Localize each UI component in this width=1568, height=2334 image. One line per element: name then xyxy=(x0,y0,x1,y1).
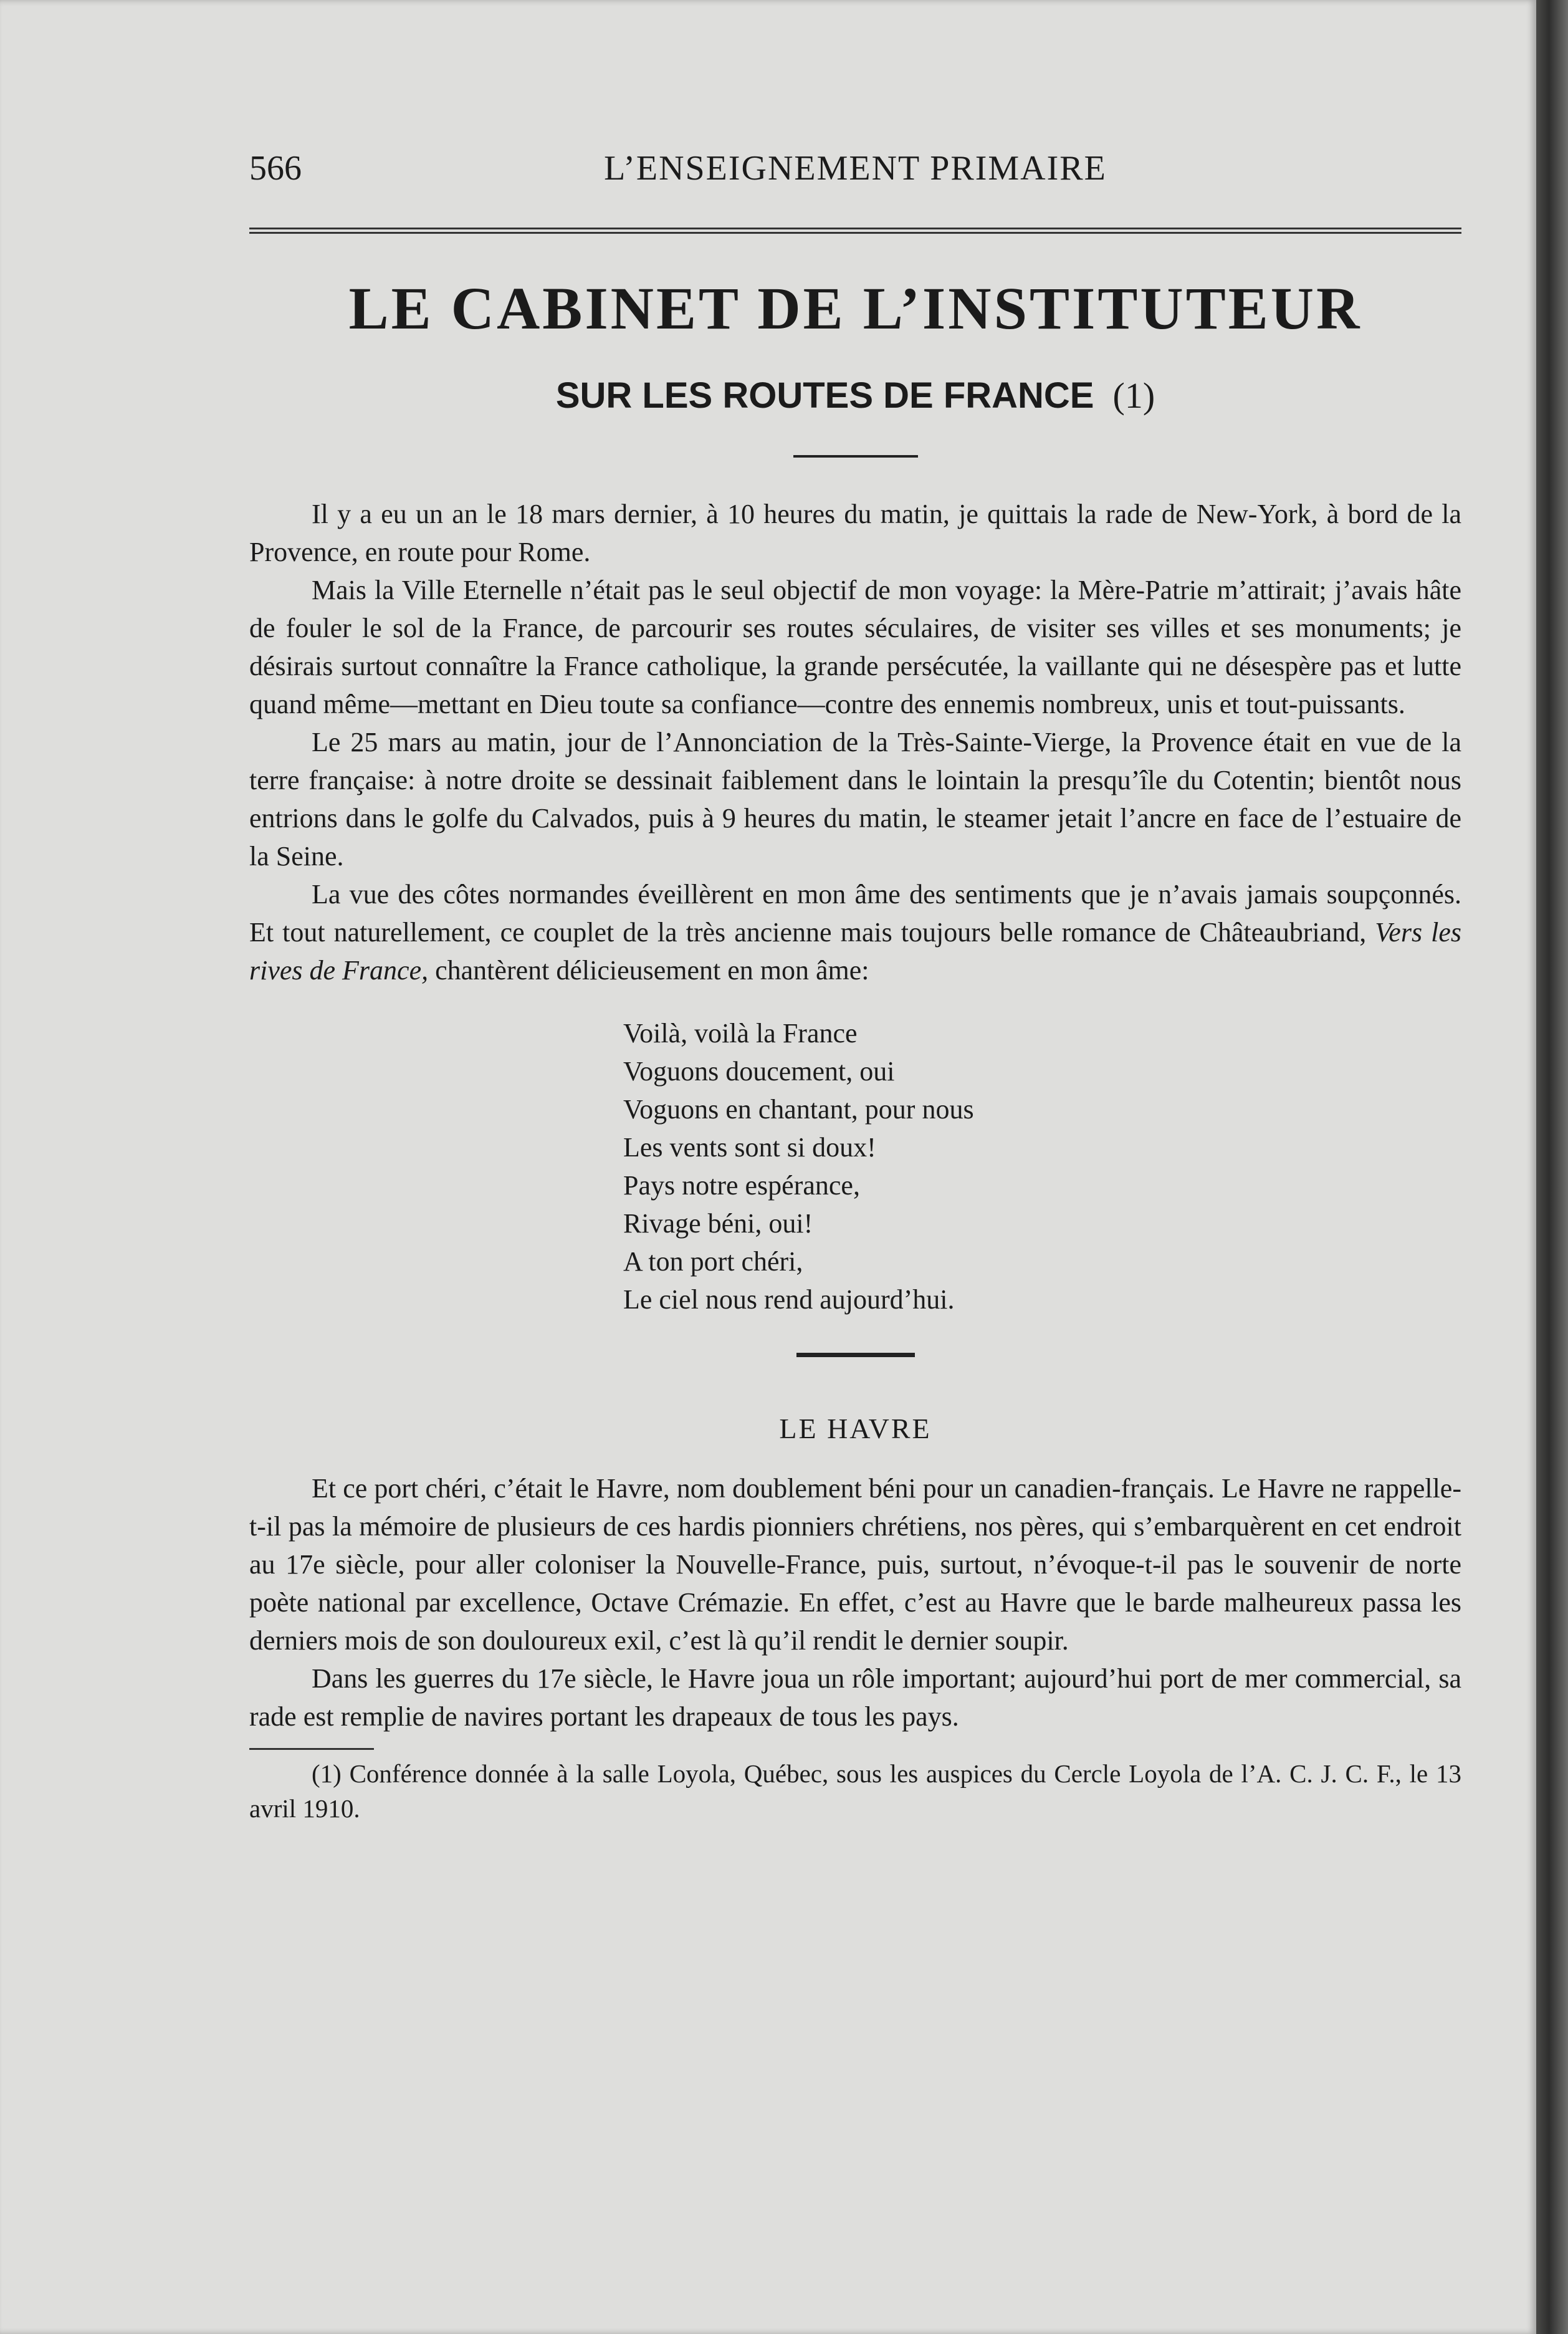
article-title: LE CABINET DE L’INSTITUTEUR xyxy=(348,275,1362,342)
article-body xyxy=(249,495,1461,989)
verse-line: A ton port chéri, xyxy=(623,1246,803,1277)
title-divider xyxy=(793,455,918,458)
section-heading: LE HAVRE xyxy=(779,1413,932,1444)
running-head xyxy=(249,143,1461,193)
song-title: Vers les rives de France, xyxy=(249,917,1461,986)
paragraph: Dans les guerres du 17e siècle, le Havre joua un rôle important; aujourd’hui port de mer commercial, sa rade est remplie de navires portant les drapeaux de tous les pays. xyxy=(249,1663,1461,1732)
book-edge xyxy=(1536,0,1568,2334)
footnote-rule xyxy=(249,1748,374,1750)
verse-line: Voilà, voilà la France xyxy=(623,1018,858,1049)
verse-line: Voguons en chantant, pour nous xyxy=(623,1094,974,1125)
section-divider xyxy=(796,1353,915,1357)
song-verse xyxy=(623,1014,1461,1318)
subtitle-text: SUR LES ROUTES DE FRANCE xyxy=(555,375,1094,416)
paragraph: Et ce port chéri, c’était le Havre, nom doublement béni pour un canadien-français. Le Havre ne rappelle-t-il pas la mémoire de plusieurs de ces hardis pionniers chrétiens, nos pères, qui s’embarquèrent en cet endroit au 17e siècle, pour aller coloniser la Nouvelle-France, puis, surtout, n’évoque-t-il pas le souvenir de norte poète national par excellence, Octave Crémazie. En effet, c’est au Havre que le barde malheureux passa les derniers mois de son douloureux exil, c’est là qu’il rendit le dernier soupir. xyxy=(249,1473,1461,1656)
paragraph: Il y a eu un an le 18 mars dernier, à 10 heures du matin, je quittais la rade de New-York, à bord de la Provence, en route pour Rome. xyxy=(249,499,1461,567)
verse-line: Le ciel nous rend aujourd’hui. xyxy=(623,1284,955,1315)
page-content xyxy=(249,143,1461,1826)
footnote-reference: (1) xyxy=(1112,375,1155,416)
footnote-text: (1) Conférence donnée à la salle Loyola, Québec, sous les auspices du Cercle Loyola de l’A. C. J. C. F., le 13 avril 1910. xyxy=(249,1759,1461,1823)
header-double-rule xyxy=(249,228,1461,234)
article-subtitle xyxy=(249,371,1461,421)
paragraph-text: chantèrent délicieusement en mon âme: xyxy=(428,955,869,986)
verse-line: Pays notre espérance, xyxy=(623,1170,860,1201)
page-number: 566 xyxy=(249,149,302,188)
paragraph: Mais la Ville Eternelle n’était pas le seul objectif de mon voyage: la Mère-Patrie m’attirait; j’avais hâte de fouler le sol de la France, de parcourir ses routes séculaires, de visiter ses villes et ses monuments; je désirais surtout connaître la France catholique, la grande persécutée, la vaillante qui ne désespère pas et lutte quand même—mettant en Dieu toute sa confiance—contre des ennemis nombreux, unis et tout-puissants. xyxy=(249,575,1461,719)
paragraph: Le 25 mars au matin, jour de l’Annonciation de la Très-Sainte-Vierge, la Provence était en vue de la terre française: à notre droite se dessinait faiblement dans le lointain la presqu’île du Cotentin; bientôt nous entrions dans le golfe du Calvados, puis à 9 heures du matin, le steamer jetait l’ancre en face de l’estuaire de la Seine. xyxy=(249,727,1461,872)
journal-title: L’ENSEIGNEMENT PRIMAIRE xyxy=(604,149,1107,188)
footnote xyxy=(249,1756,1461,1826)
verse-line: Rivage béni, oui! xyxy=(623,1208,813,1239)
paragraph xyxy=(249,875,1461,989)
paragraph-text: La vue des côtes normandes éveillèrent en mon âme des sentiments que je n’avais jamais soupçonnés. Et tout naturellement, ce couplet de la très ancienne mais toujours belle romance de Châteaubriand, xyxy=(249,879,1461,948)
section-body xyxy=(249,1469,1461,1736)
verse-line: Les vents sont si doux! xyxy=(623,1132,876,1163)
verse-line: Voguons doucement, oui xyxy=(623,1056,895,1087)
